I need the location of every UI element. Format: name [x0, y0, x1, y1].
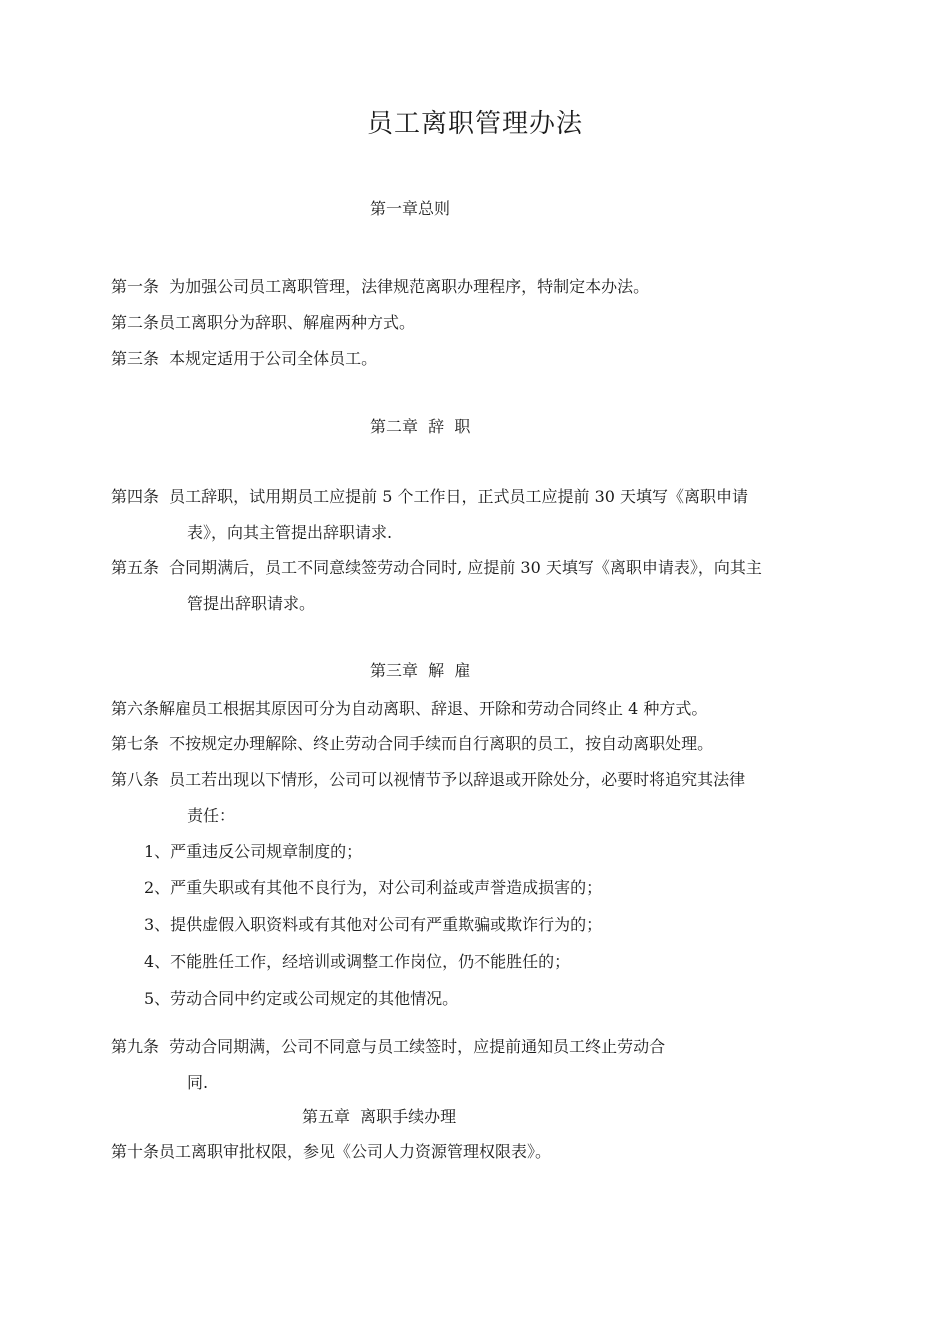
- article-8-item-4: 4、不能胜任工作，经培训或调整工作岗位，仍不能胜任的；: [144, 952, 571, 971]
- chapter-5-heading: 第五章 离职手续办理: [302, 1107, 457, 1126]
- article-7: [111, 726, 843, 762]
- article-5-line-1: 第五条 合同期满后，员工不同意续签劳动合同时, 应提前 30 天填写《离职申请表》，向其主: [111, 558, 762, 577]
- article-4-line-2: 表》，向其主管提出辞职请求.: [187, 523, 393, 542]
- article-3-text: 第三条 本规定适用于公司全体员工。: [111, 349, 378, 368]
- article-1-text: 第一条 为加强公司员工离职管理，法律规范离职办理程序，特制定本办法。: [111, 277, 650, 296]
- article-10-text: 第十条员工离职审批权限，参见《公司人力资源管理权限表》。: [111, 1142, 552, 1161]
- article-8: [111, 762, 843, 834]
- article-1: [111, 269, 843, 305]
- article-9-line-1: 第九条 劳动合同期满，公司不同意与员工续签时，应提前通知员工终止劳动合: [111, 1037, 666, 1056]
- article-8-item-3: 3、提供虚假入职资料或有其他对公司有严重欺骗或欺诈行为的；: [144, 915, 603, 934]
- article-9: [111, 1029, 843, 1101]
- article-5-line-2: 管提出辞职请求。: [187, 594, 316, 613]
- article-2: [111, 305, 843, 341]
- chapter-2-heading: 第二章 辞 职: [370, 417, 471, 436]
- article-6-text: 第六条解雇员工根据其原因可分为自动离职、辞退、开除和劳动合同终止 4 种方式。: [111, 699, 708, 718]
- article-8-line-1: 第八条 员工若出现以下情形，公司可以视情节予以辞退或开除处分，必要时将追究其法律: [111, 770, 746, 789]
- article-5: [111, 550, 843, 622]
- article-8-item-1: 1、严重违反公司规章制度的；: [144, 842, 363, 861]
- document-title: 员工离职管理办法: [366, 109, 583, 139]
- article-6: [111, 691, 843, 727]
- article-10: [111, 1134, 843, 1170]
- article-8-item-5: 5、劳动合同中约定或公司规定的其他情况。: [144, 989, 459, 1008]
- article-4-line-1: 第四条 员工辞职，试用期员工应提前 5 个工作日，正式员工应提前 30 天填写《离职申请: [111, 487, 749, 506]
- article-8-line-2: 责任：: [187, 806, 236, 825]
- article-7-text: 第七条 不按规定办理解除、终止劳动合同手续而自行离职的员工，按自动离职处理。: [111, 734, 714, 753]
- article-3: [111, 341, 843, 377]
- chapter-3-heading: 第三章 解 雇: [370, 661, 471, 680]
- article-2-text: 第二条员工离职分为辞职、解雇两种方式。: [111, 313, 416, 332]
- article-4: [111, 479, 843, 551]
- chapter-1-heading: 第一章总则: [370, 199, 451, 218]
- article-9-line-2: 同.: [187, 1073, 209, 1092]
- article-8-item-2: 2、严重失职或有其他不良行为，对公司利益或声誉造成损害的；: [144, 878, 603, 897]
